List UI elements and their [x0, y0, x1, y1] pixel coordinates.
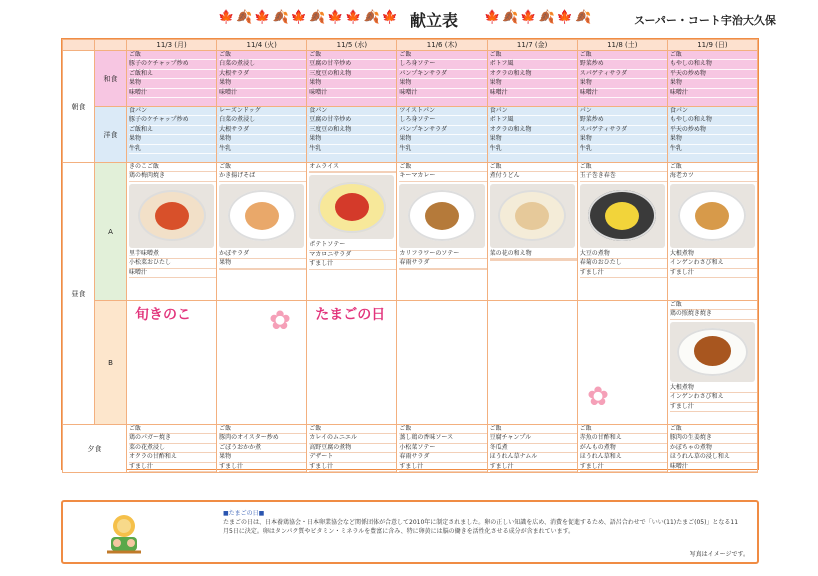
menu-item: ツイストパン [399, 107, 486, 116]
menu-item: 果物 [129, 135, 216, 144]
breakfast-wa-row [63, 51, 758, 107]
menu-item: 味噌汁 [309, 89, 396, 98]
dish-photo [219, 184, 304, 248]
menu-item: 鶏のパガー焼き [129, 434, 216, 443]
menu-item: 冬瓜煮 [490, 444, 577, 453]
meal-label-dinner: 夕食 [63, 425, 127, 473]
menu-item: 果物 [580, 79, 667, 88]
menu-items [397, 107, 486, 154]
menu-item: 豚子のケチャップ炒め [129, 60, 216, 69]
menu-item: 果物 [129, 79, 216, 88]
menu-items [668, 301, 757, 320]
menu-item: オクラの和え物 [490, 70, 577, 79]
lunch-b-cell [667, 301, 757, 425]
day-header: 11/6 (木) [397, 40, 487, 51]
menu-item: 春菊のおひたし [580, 259, 667, 268]
menu-items [397, 163, 486, 182]
leaf-icon: 🍁 [520, 10, 539, 25]
menu-item: ご飯 [580, 163, 667, 172]
menu-item: 大根煮物 [670, 384, 757, 393]
day-header: 11/5 (水) [307, 40, 397, 51]
menu-items [397, 250, 486, 270]
menu-item: ご飯 [580, 51, 667, 60]
menu-item: オクラの和え物 [490, 126, 577, 135]
menu-item: 大根煮物 [670, 250, 757, 259]
menu-items [578, 51, 667, 98]
menu-cell [127, 51, 217, 107]
menu-items [488, 425, 577, 472]
menu-item: デザート [309, 453, 396, 462]
day-header: 11/7 (金) [487, 40, 577, 51]
menu-item: 牛乳 [580, 145, 667, 154]
info-title: ■たまごの日■ [223, 510, 265, 517]
menu-item: 味噌汁 [670, 463, 757, 472]
menu-item: 大根サラダ [219, 126, 306, 135]
leaf-icon: 🍂 [574, 10, 594, 25]
menu-cell [217, 51, 307, 107]
menu-grid [62, 39, 758, 473]
menu-item: 果物 [490, 79, 577, 88]
sub-label-washoku: 和食 [95, 51, 127, 107]
breakfast-yo-row [63, 107, 758, 163]
photo-disclaimer: 写真はイメージです。 [689, 551, 749, 558]
menu-item: がんもの煮物 [580, 444, 667, 453]
leaf-icon: 🍂 [272, 10, 291, 25]
menu-items [217, 250, 306, 270]
menu-items [578, 107, 667, 154]
lunch-a-cell [577, 163, 667, 301]
menu-item: ほうれん草和え [580, 453, 667, 462]
menu-item: 里芋味噌煮 [129, 250, 216, 259]
info-text: たまごの日は、日本養鶏協会・日本卵業協会など関係団体が合意して2010年に制定されました。卵の正しい知識を広め、消費を促進するため、語呂合わせで「いい(11)たまご(05)」となる11月5日に決定。卵はタンパク質やビタミン・ミネラルを豊富に含み、特に卵黄には脳の働きを活性化させる成分が含まれています。 [223, 519, 739, 535]
menu-item: ご飯 [309, 51, 396, 60]
menu-item: 味噌汁 [219, 89, 306, 98]
menu-item: ほうれん草の浸し和え [670, 453, 757, 462]
dish-photo [490, 184, 575, 248]
lunch-a-cell [667, 163, 757, 301]
menu-item: 野菜炒め [580, 60, 667, 69]
menu-item: 牛乳 [490, 145, 577, 154]
menu-item: 高野豆腐の煮物 [309, 444, 396, 453]
menu-item: レーズンドッグ [219, 107, 306, 116]
menu-items [127, 107, 216, 154]
info-box [61, 500, 759, 564]
menu-item: スパゲティサラダ [580, 126, 667, 135]
food-shape [605, 202, 639, 230]
menu-item: オムライス [309, 163, 396, 172]
menu-item: 果物 [309, 135, 396, 144]
menu-item: 菜の花煮浸し [129, 444, 216, 453]
menu-items [217, 107, 306, 154]
menu-items [668, 163, 757, 182]
menu-items [127, 51, 216, 98]
menu-item: 果物 [399, 135, 486, 144]
menu-item: 味噌汁 [399, 89, 486, 98]
menu-item: 果物 [219, 135, 306, 144]
menu-table [61, 38, 759, 470]
menu-item: 果物 [670, 135, 757, 144]
leaf-icon: 🍁 [218, 10, 237, 25]
menu-cell [217, 107, 307, 163]
menu-cell [307, 425, 397, 473]
menu-item: すまし汁 [580, 463, 667, 472]
lunch-a-cell [127, 163, 217, 301]
menu-cell [217, 425, 307, 473]
leaf-icon: 🍁 [290, 10, 309, 25]
menu-cell [397, 425, 487, 473]
lunch-a-cell [397, 163, 487, 301]
leaf-icon: 🍁 [345, 10, 364, 25]
menu-items [488, 51, 577, 98]
menu-item: 果物 [219, 259, 306, 268]
autumn-leaves-left [218, 10, 400, 26]
menu-item: 野菜炒め [580, 116, 667, 125]
lunch-b-cell [487, 301, 577, 425]
menu-item: 鶏の照焼き焼き [670, 310, 757, 319]
sub-label-a: A [95, 163, 127, 301]
menu-cell [307, 51, 397, 107]
menu-cell [397, 107, 487, 163]
menu-item: すまし汁 [670, 269, 757, 278]
menu-items [217, 163, 306, 182]
corner-cell [63, 40, 95, 51]
menu-item: ご飯 [219, 163, 306, 172]
menu-cell [667, 425, 757, 473]
menu-cell [487, 107, 577, 163]
lunch-a-cell [487, 163, 577, 301]
day-header: 11/9 (日) [667, 40, 757, 51]
lunch-a-cell [217, 163, 307, 301]
menu-item: 食パン [490, 107, 577, 116]
menu-items [307, 241, 396, 269]
menu-cell [487, 425, 577, 473]
menu-item: ご飯 [399, 51, 486, 60]
menu-item: インゲンわさび和え [670, 259, 757, 268]
menu-cell [127, 107, 217, 163]
menu-item: パン [580, 107, 667, 116]
leaf-icon: 🍁 [484, 10, 503, 25]
menu-item [309, 172, 396, 173]
menu-item: 果物 [309, 79, 396, 88]
menu-item: かぼちゃの煮物 [670, 444, 757, 453]
menu-item: ポテトソテー [309, 241, 396, 250]
special-day-label: たまごの日 [315, 307, 386, 323]
special-day-label: 旬きのこ [135, 307, 191, 323]
menu-item: 赤魚の甘酢和え [580, 434, 667, 443]
menu-item: 食パン [129, 107, 216, 116]
menu-item: 果物 [670, 79, 757, 88]
menu-item: ご飯 [670, 301, 757, 310]
lunch-b-cell [397, 301, 487, 425]
meal-label-lunch: 昼食 [63, 163, 95, 425]
menu-items [307, 425, 396, 472]
menu-item [219, 269, 306, 270]
menu-item: 豚子のケチャップ炒め [129, 116, 216, 125]
sakura-decoration: ✿ [587, 382, 609, 412]
menu-item: 牛乳 [670, 145, 757, 154]
menu-item: ご飯和え [129, 126, 216, 135]
store-name: スーパー・コート宇治大久保 [634, 14, 776, 27]
menu-item: パンプキンサラダ [399, 126, 486, 135]
menu-item: ご飯和え [129, 70, 216, 79]
menu-items [307, 51, 396, 98]
menu-item: 海老カツ [670, 172, 757, 181]
food-shape [515, 202, 549, 230]
menu-item: かぼサラダ [219, 250, 306, 259]
menu-item: 春雨サラダ [399, 259, 486, 268]
menu-item: ごぼうおかか煮 [219, 444, 306, 453]
sub-label-yoshoku: 洋食 [95, 107, 127, 163]
menu-item: ご飯 [399, 425, 486, 434]
menu-item: カレイのムニエル [309, 434, 396, 443]
menu-item: ご飯 [219, 425, 306, 434]
menu-item: もやしの和え物 [670, 60, 757, 69]
menu-item: 小松菜おひたし [129, 259, 216, 268]
lunch-b-row [63, 301, 758, 425]
menu-item: 食パン [309, 107, 396, 116]
menu-item: すまし汁 [399, 463, 486, 472]
menu-item: ご飯 [309, 425, 396, 434]
menu-items [668, 51, 757, 98]
menu-item: 春雨サラダ [399, 453, 486, 462]
menu-item: きのこご飯 [129, 163, 216, 172]
menu-item: キーマカレー [399, 172, 486, 181]
menu-item: 豆腐の甘辛炒め [309, 116, 396, 125]
menu-cell [577, 425, 667, 473]
sakura-decoration: ✿ [269, 306, 291, 336]
menu-item: 菜の花の和え物 [490, 250, 577, 259]
menu-items [668, 425, 757, 472]
menu-item: 牛乳 [129, 145, 216, 154]
menu-items [217, 425, 306, 472]
menu-item: 牛乳 [219, 145, 306, 154]
menu-items [307, 163, 396, 173]
menu-item: 小松菜ソテー [399, 444, 486, 453]
menu-item: 味噌汁 [129, 89, 216, 98]
menu-items [578, 250, 667, 278]
menu-cell [307, 107, 397, 163]
menu-item: ご飯 [129, 425, 216, 434]
menu-item: 牛乳 [309, 145, 396, 154]
page-header [0, 0, 818, 36]
menu-cell [397, 51, 487, 107]
menu-item: すまし汁 [670, 403, 757, 412]
leaf-icon: 🍂 [502, 10, 521, 25]
menu-item: 白菜の煮浸し [219, 60, 306, 69]
menu-item: かき揚げそば [219, 172, 306, 181]
menu-items [307, 107, 396, 154]
menu-item: ボトフ風 [490, 116, 577, 125]
menu-item: 果物 [580, 135, 667, 144]
menu-item: オクラの甘酢和え [129, 453, 216, 462]
menu-item: 平天の炒め物 [670, 70, 757, 79]
leaf-icon: 🍂 [236, 10, 255, 25]
menu-item: 果物 [399, 79, 486, 88]
menu-item: 平天の炒め物 [670, 126, 757, 135]
dish-photo [309, 175, 394, 239]
menu-items [488, 250, 577, 261]
menu-item: 果物 [490, 135, 577, 144]
menu-item: ほうれん草ナムル [490, 453, 577, 462]
menu-item: しろ身ソテー [399, 60, 486, 69]
meal-label-breakfast: 朝食 [63, 51, 95, 163]
lunch-b-cell [307, 301, 397, 425]
leaf-icon: 🍁 [327, 10, 346, 25]
menu-item: ご飯 [490, 51, 577, 60]
leaf-icon: 🍂 [538, 10, 557, 25]
menu-items [397, 425, 486, 472]
menu-items [397, 51, 486, 98]
leaf-icon: 🍁 [556, 10, 575, 25]
menu-item: ご飯 [670, 51, 757, 60]
day-header: 11/4 (火) [217, 40, 307, 51]
mascot-icon [101, 510, 147, 556]
dish-photo [670, 322, 755, 382]
menu-item: すまし汁 [309, 260, 396, 269]
menu-cell [577, 107, 667, 163]
day-header: 11/3 (月) [127, 40, 217, 51]
corner-cell [95, 40, 127, 51]
menu-item: 豆腐チャンプル [490, 434, 577, 443]
menu-item: 果物 [219, 453, 306, 462]
menu-item: ご飯 [490, 163, 577, 172]
page-title: 献立表 [410, 11, 459, 30]
menu-item: すまし汁 [129, 463, 216, 472]
lunch-a-row [63, 163, 758, 301]
menu-items [578, 425, 667, 472]
menu-item: ご飯 [670, 163, 757, 172]
menu-cell [487, 51, 577, 107]
dish-photo [580, 184, 665, 248]
menu-item: 煮付うどん [490, 172, 577, 181]
menu-item: すまし汁 [219, 463, 306, 472]
menu-item: 食パン [670, 107, 757, 116]
menu-item: カリフラワーのソテー [399, 250, 486, 259]
day-header: 11/8 (土) [577, 40, 667, 51]
lunch-a-cell [307, 163, 397, 301]
menu-item: 味噌汁 [670, 89, 757, 98]
menu-cell [127, 425, 217, 473]
menu-cell [667, 107, 757, 163]
menu-cell [577, 51, 667, 107]
menu-items [127, 163, 216, 182]
menu-item: 味噌汁 [490, 89, 577, 98]
menu-item: 豆腐の甘辛炒め [309, 60, 396, 69]
menu-item: ご飯 [129, 51, 216, 60]
dish-photo [129, 184, 214, 248]
menu-item: しろ身ソテー [399, 116, 486, 125]
dinner-row [63, 425, 758, 473]
leaf-icon: 🍁 [254, 10, 273, 25]
menu-item: インゲンわさび和え [670, 393, 757, 402]
leaf-icon: 🍂 [363, 10, 382, 25]
menu-items [217, 51, 306, 98]
lunch-b-cell [127, 301, 217, 425]
menu-item: パンプキンサラダ [399, 70, 486, 79]
autumn-leaves-right [484, 10, 593, 26]
menu-items [488, 163, 577, 182]
menu-item: 三度豆の和え物 [309, 70, 396, 79]
menu-item [490, 260, 577, 261]
menu-item: 大根サラダ [219, 70, 306, 79]
menu-item: 味噌汁 [129, 269, 216, 278]
menu-item: ボトフ風 [490, 60, 577, 69]
menu-items [668, 107, 757, 154]
menu-item: 鶏の梅肉焼き [129, 172, 216, 181]
menu-cell [667, 51, 757, 107]
food-shape [425, 202, 459, 230]
menu-item: ご飯 [399, 163, 486, 172]
menu-item: 豚肉の生姜焼き [670, 434, 757, 443]
day-header-row [63, 40, 758, 51]
menu-item: マカロニサラダ [309, 251, 396, 260]
leaf-icon: 🍁 [381, 10, 400, 25]
menu-item: 大豆の煮物 [580, 250, 667, 259]
menu-items [668, 384, 757, 412]
menu-item: 玉子巻き春巻 [580, 172, 667, 181]
food-shape [245, 202, 279, 230]
menu-item: ご飯 [219, 51, 306, 60]
menu-item: もやしの和え物 [670, 116, 757, 125]
menu-item: 味噌汁 [580, 89, 667, 98]
leaf-icon: 🍂 [308, 10, 328, 25]
food-shape [155, 202, 189, 230]
menu-item [399, 269, 486, 270]
menu-item: 牛乳 [399, 145, 486, 154]
food-shape [695, 202, 729, 230]
menu-item: すまし汁 [580, 269, 667, 278]
menu-item: ご飯 [580, 425, 667, 434]
menu-items [668, 250, 757, 278]
menu-item: ご飯 [490, 425, 577, 434]
dish-photo [399, 184, 484, 248]
menu-item: すまし汁 [490, 463, 577, 472]
menu-items [578, 163, 667, 182]
menu-items [488, 107, 577, 154]
menu-item: 蒸し鶏の香味ソース [399, 434, 486, 443]
menu-item: 豚肉のオイスター炒め [219, 434, 306, 443]
sub-label-b: B [95, 301, 127, 425]
menu-item: 三度豆の和え物 [309, 126, 396, 135]
menu-items [127, 425, 216, 472]
menu-items [127, 250, 216, 278]
menu-item: ご飯 [670, 425, 757, 434]
dish-photo [670, 184, 755, 248]
menu-item: 白菜の煮浸し [219, 116, 306, 125]
menu-item: スパゲティサラダ [580, 70, 667, 79]
menu-item: 果物 [219, 79, 306, 88]
menu-item: すまし汁 [309, 463, 396, 472]
